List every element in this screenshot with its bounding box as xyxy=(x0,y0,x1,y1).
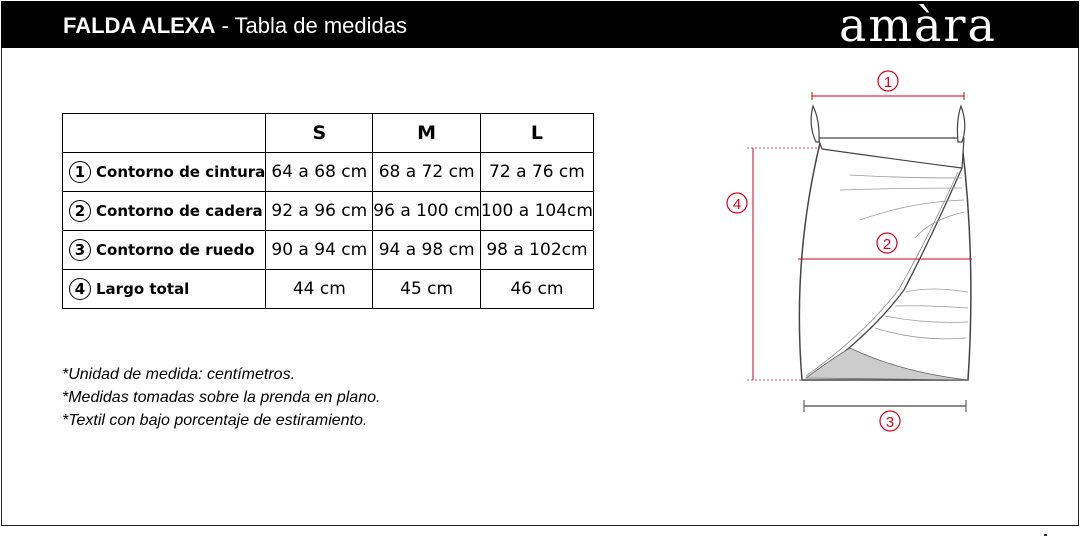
table-cell: 46 cm xyxy=(480,270,593,309)
right-loop xyxy=(957,106,964,142)
table-cell: 94 a 98 cm xyxy=(373,231,481,270)
row-label-cell xyxy=(63,231,266,270)
column-header-s: S xyxy=(266,114,373,153)
marker-label: 2 xyxy=(882,236,892,253)
title-separator: - xyxy=(215,13,235,38)
table-row xyxy=(63,153,594,192)
table-cell: 92 a 96 cm xyxy=(266,192,373,231)
skirt-diagram xyxy=(700,60,1020,440)
table-cell: 68 a 72 cm xyxy=(373,153,481,192)
note-line: *Unidad de medida: centímetros. xyxy=(62,366,296,383)
corner-mark xyxy=(1044,534,1047,536)
table-row xyxy=(63,270,594,309)
table-corner-cell xyxy=(63,114,266,153)
row-label-cell xyxy=(63,270,266,309)
marker-label: 3 xyxy=(885,414,895,431)
row-label: Contorno de cintura xyxy=(96,163,266,181)
notes-block xyxy=(62,363,380,432)
number-badge: 2 xyxy=(69,200,91,222)
table-cell: 64 a 68 cm xyxy=(266,153,373,192)
row-label: Largo total xyxy=(96,280,190,298)
marker-label: 1 xyxy=(883,74,893,91)
number-badge: 3 xyxy=(69,239,91,261)
table-row xyxy=(63,231,594,270)
row-label: Contorno de cadera xyxy=(96,202,263,220)
table-header-row xyxy=(63,114,594,153)
table-cell: 72 a 76 cm xyxy=(480,153,593,192)
brand-logo: amàra xyxy=(839,0,997,52)
size-table xyxy=(62,113,594,309)
table-row xyxy=(63,192,594,231)
table-cell: 98 a 102cm xyxy=(480,231,593,270)
left-loop xyxy=(811,106,819,142)
product-name: FALDA ALEXA xyxy=(63,13,216,38)
row-label-cell xyxy=(63,192,266,231)
marker-label: 4 xyxy=(732,196,742,213)
table-cell: 45 cm xyxy=(373,270,481,309)
table-cell: 90 a 94 cm xyxy=(266,231,373,270)
table-cell: 44 cm xyxy=(266,270,373,309)
table-cell: 96 a 100 cm xyxy=(373,192,481,231)
number-badge: 1 xyxy=(69,161,91,183)
note-line: *Textil con bajo porcentaje de estiramiento. xyxy=(62,412,368,429)
row-label: Contorno de ruedo xyxy=(96,241,255,259)
table-cell: 100 a 104cm xyxy=(480,192,593,231)
row-label-cell xyxy=(63,153,266,192)
title-subtitle: Tabla de medidas xyxy=(234,13,407,38)
column-header-m: M xyxy=(373,114,481,153)
skirt-outline xyxy=(799,143,971,380)
header-bar xyxy=(1,0,1079,52)
number-badge: 4 xyxy=(69,278,91,300)
note-line: *Medidas tomadas sobre la prenda en plano. xyxy=(62,389,381,406)
page-title xyxy=(63,13,407,39)
column-header-l: L xyxy=(480,114,593,153)
